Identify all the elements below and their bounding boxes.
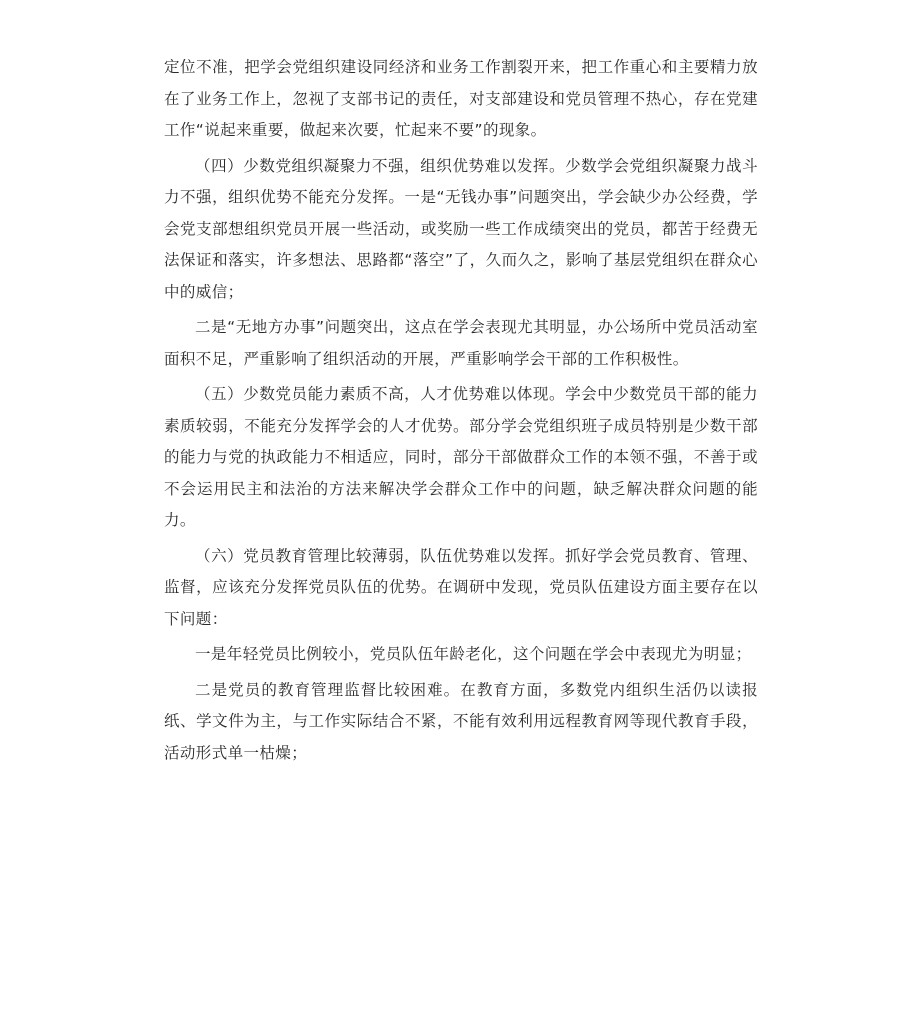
- document-body: [164, 52, 758, 773]
- paragraph-point-one-age: 一是年轻党员比例较小，党员队伍年龄老化，这个问题在学会中表现尤为明显；: [195, 645, 752, 663]
- paragraph-continuation: 定位不准，把学会党组织建设同经济和业务工作割裂开来，把工作重心和主要精力放在了业务工作上，忽视了支部书记的责任，对支部建设和党员管理不热心，存在党建工作“说起来重要，做起来次要，忙起来不要”的现象。: [164, 58, 758, 139]
- paragraph-section-six: （六）党员教育管理比较薄弱，队伍优势难以发挥。抓好学会党员教育、管理、监督，应该充分发挥党员队伍的优势。在调研中发现，党员队伍建设方面主要存在以下问题：: [164, 546, 758, 628]
- paragraph-point-two: 二是“无地方办事”问题突出，这点在学会表现尤其明显，办公场所中党员活动室面积不足，严重影响了组织活动的开展，严重影响学会干部的工作积极性。: [164, 318, 758, 368]
- paragraph-section-four: （四）少数党组织凝聚力不强，组织优势难以发挥。少数学会党组织凝聚力战斗力不强，组织优势不能充分发挥。一是“无钱办事”问题突出，学会缺少办公经费，学会党支部想组织党员开展一些活动，或奖励一些工作成绩突出的党员，都苦于经费无法保证和落实，许多想法、思路都“落空”了，久而久之，影响了基层党组织在群众心中的威信；: [164, 156, 758, 301]
- paragraph-section-five: （五）少数党员能力素质不高，人才优势难以体现。学会中少数党员干部的能力素质较弱，不能充分发挥学会的人才优势。部分学会党组织班子成员特别是少数干部的能力与党的执政能力不相适应，同时，部分干部做群众工作的本领不强，不善于或不会运用民主和法治的方法来解决学会群众工作中的问题，缺乏解决群众问题的能力。: [164, 385, 758, 529]
- paragraph-point-two-education: 二是党员的教育管理监督比较困难。在教育方面，多数党内组织生活仍以读报纸、学文件为主，与工作实际结合不紧，不能有效利用远程教育网等现代教育手段，活动形式单一枯燥；: [164, 680, 758, 762]
